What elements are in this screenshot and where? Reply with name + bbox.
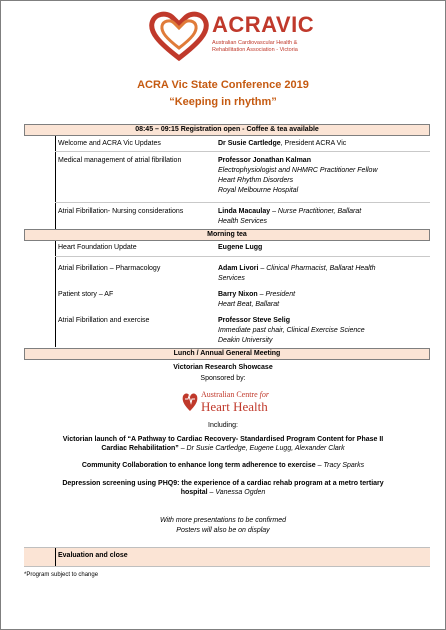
agenda-item-title: Heart Foundation Update xyxy=(58,244,137,251)
row-divider xyxy=(55,151,430,152)
page-title: ACRA Vic State Conference 2019 xyxy=(137,79,309,91)
more-presentations-note: With more presentations to be confirmed xyxy=(160,517,286,524)
band-registration: 08:45 – 09:15 Registration open - Coffee & tea available xyxy=(24,124,430,136)
agenda-item-speaker: Professor Jonathan Kalman Electrophysiologist and NHMRC Practitioner Fellow Heart Rhythm Disorders Royal Melbourne Hospital xyxy=(218,157,378,194)
agenda-item-speaker: Linda Macaulay – Nurse Practitioner, Ballarat Health Services xyxy=(218,208,362,225)
sponsor-line-1: Australian Centre for xyxy=(201,390,269,399)
row-divider xyxy=(55,202,430,203)
brand-tagline xyxy=(212,40,322,53)
timeline-line xyxy=(55,136,56,229)
agenda-item-speaker: Eugene Lugg xyxy=(218,244,263,251)
research-item: Victorian launch of “A Pathway to Cardiac Recovery- Standardised Program Content for Phase II Cardiac Rehabilitation” – Dr Susie Cartledge, Eugene Lugg, Alexander Clark xyxy=(62,436,384,452)
page-subtitle: “Keeping in rhythm” xyxy=(169,96,277,108)
posters-note: Posters will also be on display xyxy=(176,527,270,534)
research-item: Community Collaboration to enhance long term adherence to exercise – Tracy Sparks xyxy=(81,462,365,469)
agenda-item-title: Patient story – AF xyxy=(58,291,114,298)
heart-logo-icon xyxy=(148,10,210,62)
agenda-item-speaker: Professor Steve Selig Immediate past chair, Clinical Exercise Science Deakin University xyxy=(218,317,365,344)
band-morning-tea: Morning tea xyxy=(24,229,430,241)
agenda-item-title: Atrial Fibrillation- Nursing considerations xyxy=(58,208,184,215)
agenda-item-speaker: Adam Livori – Clinical Pharmacist, Ballarat Health Services xyxy=(218,265,376,282)
agenda-item-title: Welcome and ACRA Vic Updates xyxy=(58,140,161,147)
research-item: Depression screening using PHQ9: the experience of a cardiac rehab program at a metro tertiary hospital – Vanessa Ogden xyxy=(62,480,384,496)
including-label: Including: xyxy=(208,422,238,429)
agenda-item-speaker: Dr Susie Cartledge, President ACRA Vic xyxy=(218,140,347,147)
acravic-logo xyxy=(148,10,318,66)
showcase-heading: Victorian Research Showcase xyxy=(173,364,273,371)
heart-health-logo xyxy=(181,389,271,417)
evaluation-label: Evaluation and close xyxy=(58,552,128,559)
agenda-item-title: Atrial Fibrillation and exercise xyxy=(58,317,150,324)
sponsored-by-label: Sponsored by: xyxy=(200,375,246,382)
row-divider xyxy=(55,256,430,257)
agenda-item-title: Medical management of atrial fibrillation xyxy=(58,157,182,164)
agenda-item-speaker: Barry Nixon – President Heart Beat, Ballarat xyxy=(218,291,296,308)
heart-health-icon xyxy=(181,391,199,413)
timeline-line xyxy=(55,548,56,566)
agenda-item-title: Atrial Fibrillation – Pharmacology xyxy=(58,265,161,272)
band-lunch: Lunch / Annual General Meeting xyxy=(24,348,430,360)
brand-name: ACRAVIC xyxy=(212,12,315,37)
tagline-line-2: Rehabilitation Association - Victoria xyxy=(212,46,298,53)
footnote: *Program subject to change xyxy=(24,572,99,578)
tagline-line-1: Australian Cardiovascular Health & xyxy=(212,40,298,46)
sponsor-line-2: Heart Health xyxy=(201,399,268,414)
